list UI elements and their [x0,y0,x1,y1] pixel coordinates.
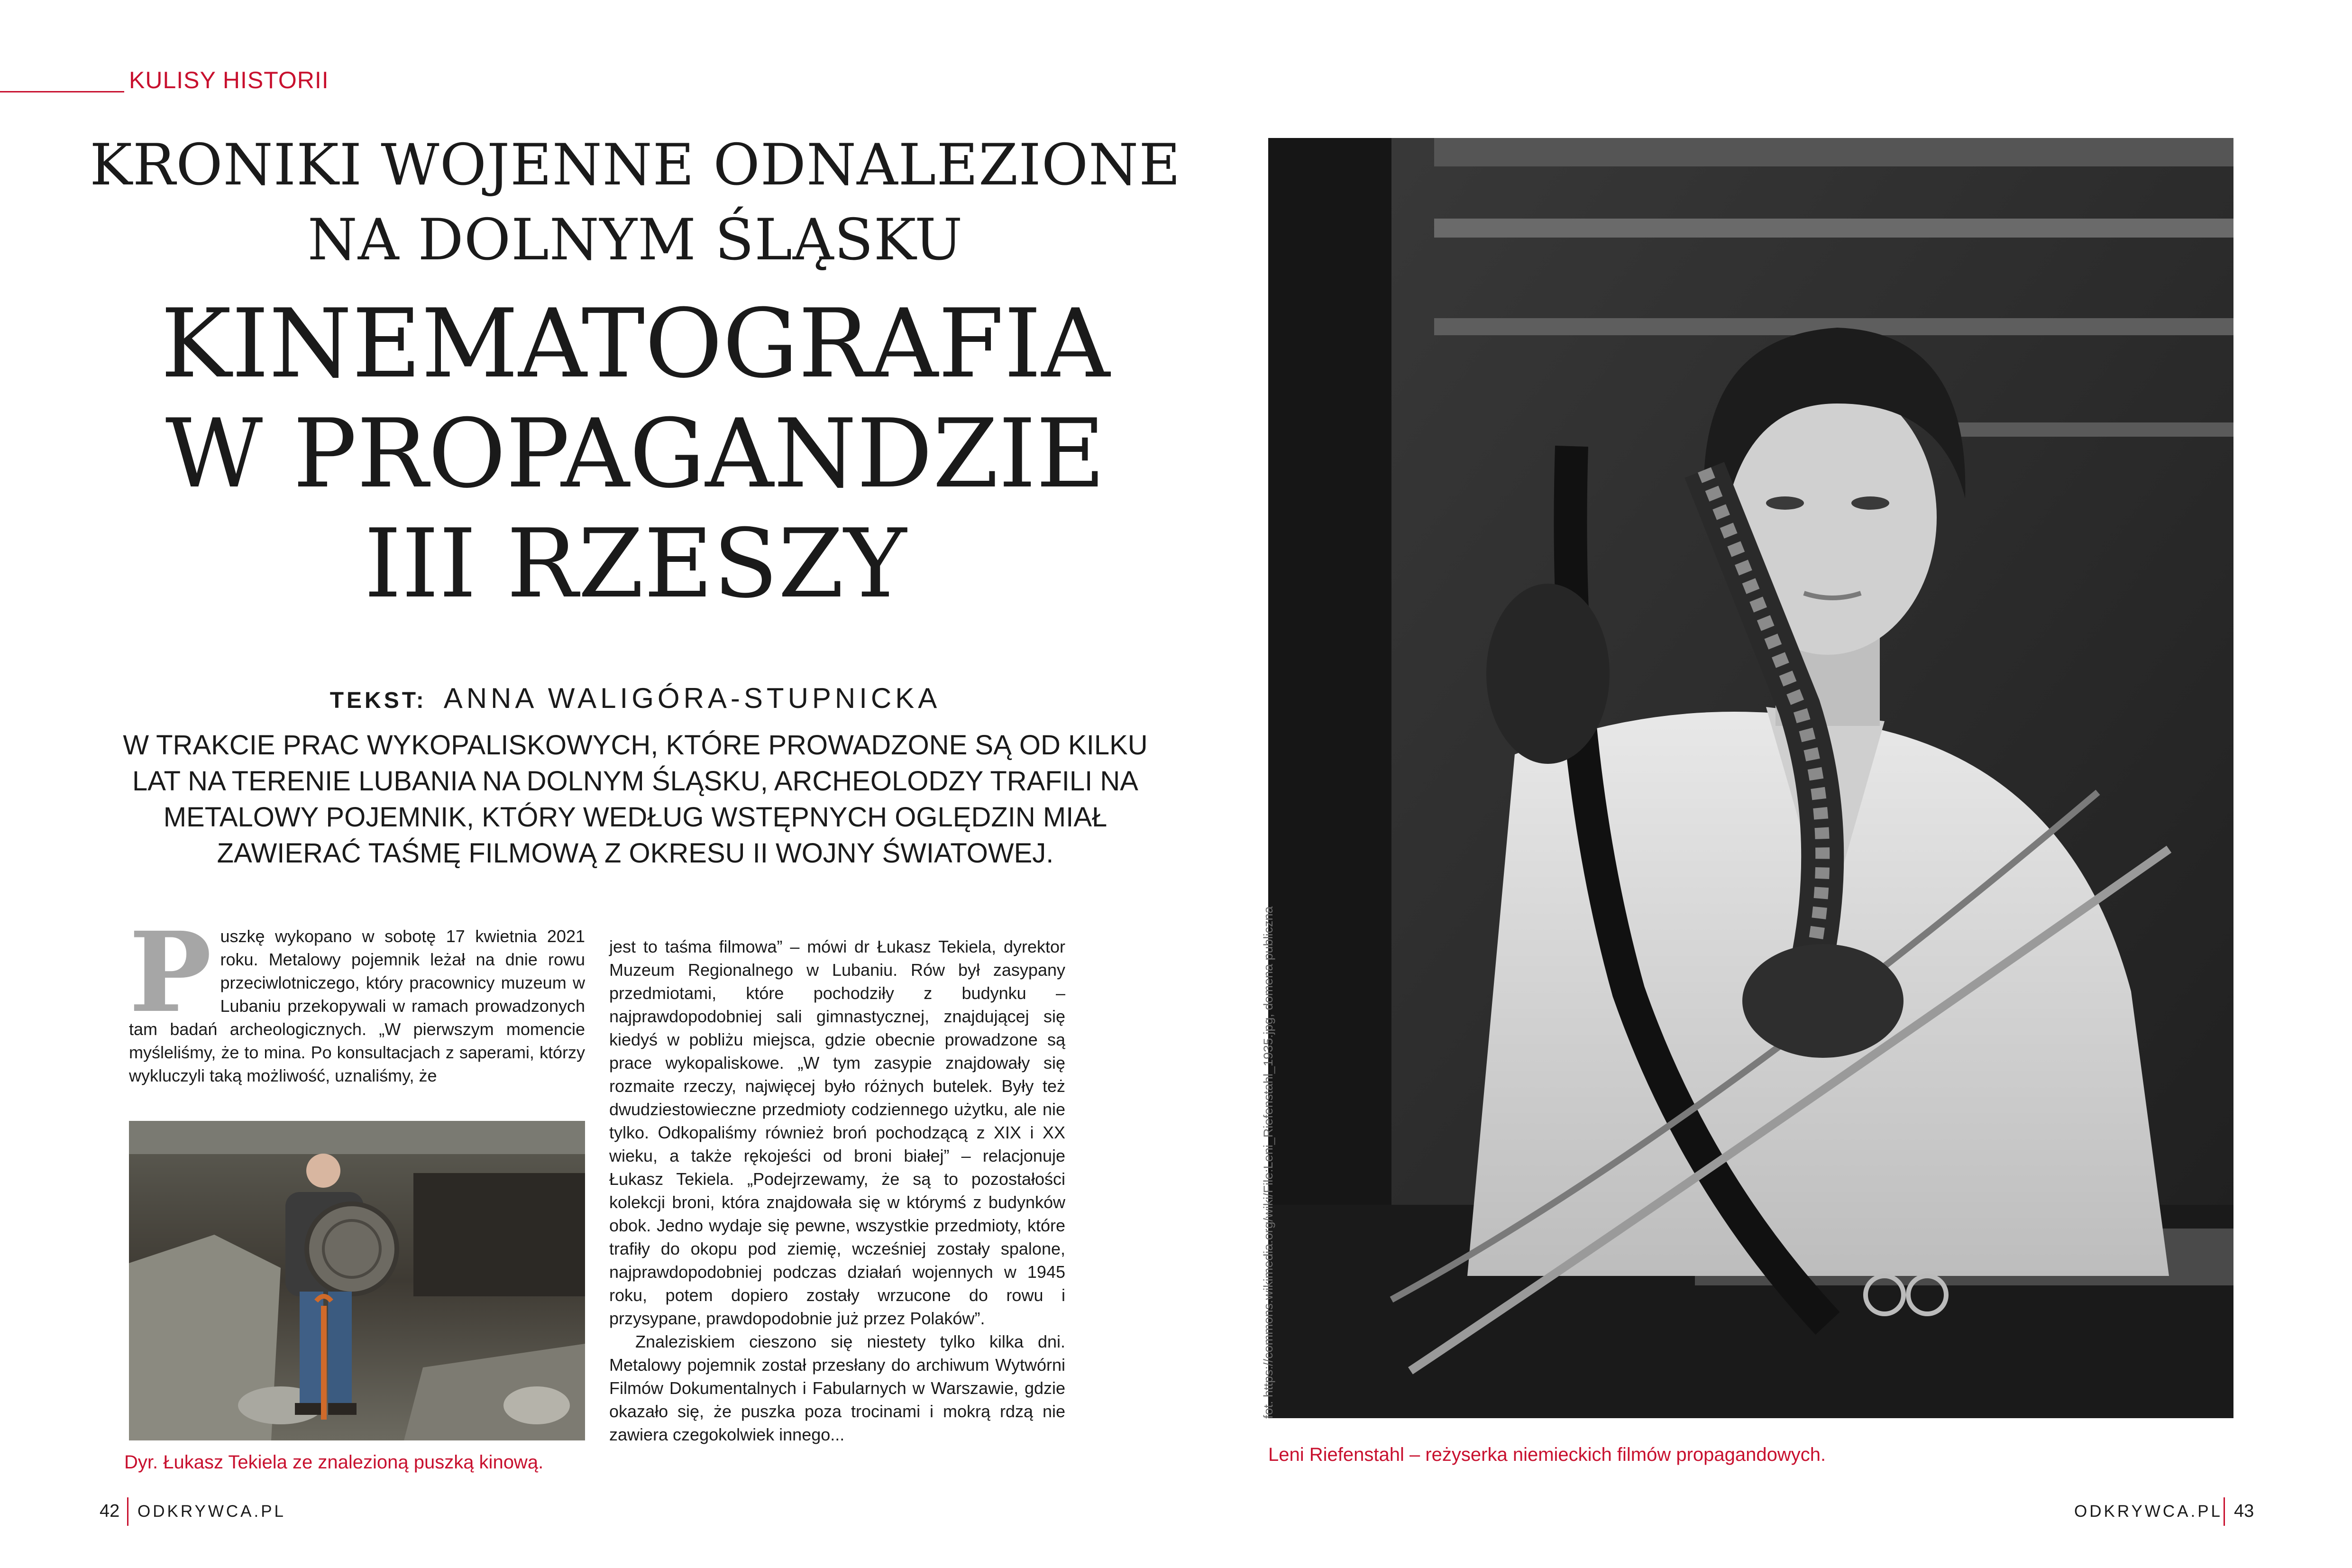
kicker-line: KRONIKI WOJENNE ODNALEZIONE [90,132,1181,198]
kicker-line: NA DOLNYM ŚLĄSKU [307,207,963,273]
section-label: KULISY HISTORII [129,67,329,93]
folio-divider-right [2224,1497,2225,1526]
photo-caption-right: Leni Riefenstahl – reżyserka niemieckich filmów propagandowych. [1268,1444,1826,1465]
excavation-photo [129,1121,585,1440]
byline [85,682,1185,715]
portrait-photo-illustration [1268,138,2233,1418]
body-paragraph [129,908,585,1087]
byline-label: TEKST: [329,688,427,713]
kicker-title [85,128,1185,278]
portrait-photo [1268,138,2233,1418]
body-paragraph: jest to taśma filmowa” – mówi dr Łukasz Tekiela, dyrektor Muzeum Regionalnego w Lubaniu. Rów był zasypany przedmiotami, które pochodziły z budynku – najprawdopodobniej sali gimnastycznej, znajdującej się kiedyś w pobliżu miejsca, gdzie obecnie prowadzone są prace wykopaliskowe. „W tym zasypie znajdowały się rozmaite rzeczy, najwięcej było różnych butelek. Były też dwudziestowieczne przedmioty codziennego użytku, ale nie tylko. Odkopaliśmy również broń pochodzącą z XIX i XX wieku, a także rękojeści od broni białej” – relacjonuje Łukasz Tekiela. „Podejrzewamy, że są to pozostałości kolekcji broni, która znajdowała się w którymś z budynków obok. Jedno wydaje się pewne, wszystkie przedmioty, które trafiły do okopu pod ziemię, wcześniej zostały spalone, najprawdopodobniej podczas działań wojennych w 1945 roku, potem dopiero zostały wrzucone do rowu i przysypane, prawdopodobnie już przez Polaków”. [609,937,1065,1328]
site-name-left: ODKRYWCA.PL [137,1502,286,1521]
site-name-right: ODKRYWCA.PL [2074,1502,2223,1521]
lead-paragraph: W TRAKCIE PRAC WYKOPALISKOWYCH, KTÓRE PROWADZONE SĄ OD KILKU LAT NA TERENIE LUBANIA NA DOLNYM ŚLĄSKU, ARCHEOLODZY TRAFILI NA METALOWY POJEMNIK, KTÓRY WEDŁUG WSTĘPNYCH OGLĘDZIN MIAŁ ZAWIERAĆ TAŚMĘ FILMOWĄ Z OKRESU II WOJNY ŚWIATOWEJ. [123,730,1148,869]
paragraph-text: uszkę wykopano w sobotę 17 kwietnia 2021 roku. Metalowy pojemnik leżał na dnie rowu przeciwlotniczego, który pracownicy muzeum w Lubaniu przekopywali w ramach prowadzonych tam badań archeologicznych. „W pierwszym momencie myśleliśmy, że to mina. Po konsultacjach z saperami, którzy wykluczyli taką możliwość, uznaliśmy, że [129,926,585,1085]
drop-cap: P [129,908,212,1037]
photo-caption-left: Dyr. Łukasz Tekiela ze znalezioną puszką kinową. [124,1452,544,1473]
body-column-1 [129,908,585,1087]
page-number-right: 43 [2234,1501,2254,1521]
body-paragraph: Znaleziskiem cieszono się niestety tylko kilka dni. Metalowy pojemnik został przesłany do archiwum Wytwórni Filmów Dokumentalnych i Fabularnych w Warszawie, gdzie okazało się, że puszka poza trocinami i mokrą rdzą nie zawiera czegokolwiek innego... [609,1332,1065,1444]
headline [85,289,1185,619]
body-column-2 [609,935,1065,1446]
section-rule [0,91,124,92]
folio-divider-left [127,1497,128,1526]
photo-credit: fot. https://commons.wikimedia.org/wiki/File:Leni_Riefenstahl_1935.jpg, domena publiczna [1261,906,1275,1419]
headline-line: W PROPAGANDZIE [165,399,1106,509]
headline-line: III RZESZY [364,509,907,619]
byline-author: ANNA WALIGÓRA-STUPNICKA [443,682,941,714]
excavation-photo-illustration [129,1121,585,1440]
headline-line: KINEMATOGRAFIA [160,289,1110,399]
page-number-left: 42 [100,1501,120,1521]
